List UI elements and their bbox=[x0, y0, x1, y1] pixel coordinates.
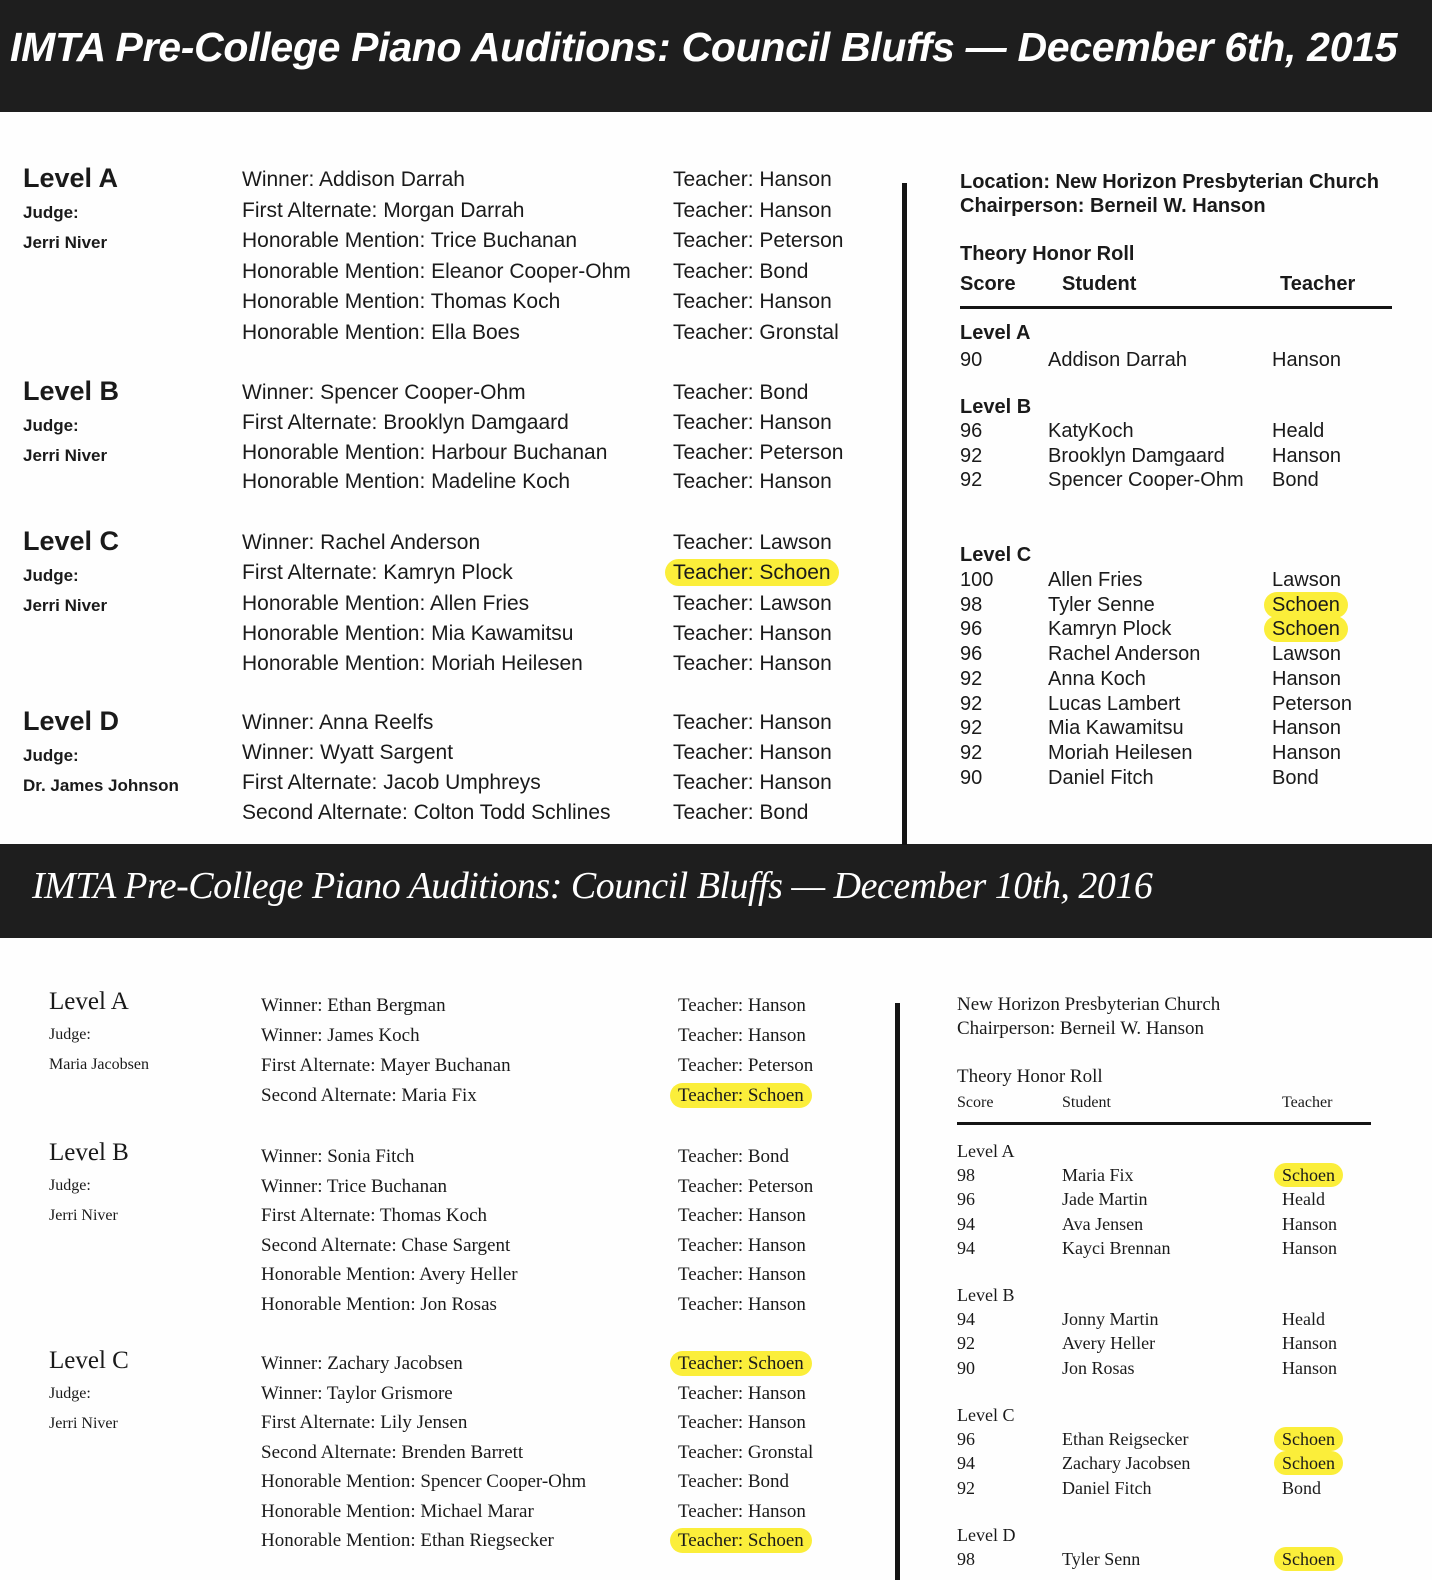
teacher-entry: Teacher: Hanson bbox=[673, 290, 832, 314]
theory-header-rule bbox=[957, 1122, 1371, 1125]
award-entry: Winner: Ethan Bergman bbox=[261, 995, 446, 1016]
level-heading: Level B bbox=[23, 376, 120, 406]
teacher-entry bbox=[673, 561, 839, 585]
award-entry: Winner: Anna Reelfs bbox=[242, 711, 434, 734]
teacher-entry: Teacher: Hanson bbox=[673, 410, 832, 434]
theory-student: Ava Jensen bbox=[1062, 1213, 1144, 1234]
theory-score: 94 bbox=[957, 1309, 975, 1329]
award-entry: Honorable Mention: Trice Buchanan bbox=[242, 229, 578, 253]
level-heading: Level B bbox=[49, 1139, 129, 1166]
highlight-mark: Schoen bbox=[1274, 1451, 1343, 1475]
award-entry: First Alternate: Mayer Buchanan bbox=[261, 1055, 511, 1076]
location-text: Location: New Horizon Presbyterian Church bbox=[960, 171, 1379, 193]
teacher-entry: Teacher: Hanson bbox=[673, 652, 832, 676]
theory-teacher: Peterson bbox=[1272, 692, 1353, 715]
page-title-2015: IMTA Pre-College Piano Auditions: Council Bluffs — December 6th, 2015 bbox=[10, 24, 1398, 70]
award-entry: Second Alternate: Colton Todd Schlines bbox=[242, 801, 611, 824]
teacher-entry bbox=[678, 1085, 812, 1107]
judge-label: Judge: bbox=[49, 1385, 91, 1402]
theory-teacher: Hanson bbox=[1272, 667, 1341, 690]
judge-label: Judge: bbox=[49, 1026, 91, 1043]
theory-teacher: Lawson bbox=[1272, 643, 1341, 666]
theory-level-heading: Level C bbox=[957, 1405, 1015, 1425]
theory-student: Addison Darrah bbox=[1048, 349, 1187, 371]
teacher-entry: Teacher: Hanson bbox=[678, 1382, 806, 1404]
level-heading: Level D bbox=[23, 706, 120, 736]
theory-student: Kamryn Plock bbox=[1048, 618, 1172, 641]
award-entry: First Alternate: Lily Jensen bbox=[261, 1412, 468, 1433]
award-entry: Honorable Mention: Ella Boes bbox=[242, 321, 520, 344]
theory-teacher bbox=[1282, 1429, 1343, 1450]
judge-name: Jerri Niver bbox=[23, 596, 108, 615]
page-title-2016: IMTA Pre-College Piano Auditions: Council Bluffs — December 10th, 2016 bbox=[32, 865, 1153, 907]
award-entry: Honorable Mention: Madeline Koch bbox=[242, 470, 571, 494]
theory-score: 92 bbox=[957, 1333, 975, 1354]
theory-title: Theory Honor Roll bbox=[960, 243, 1135, 265]
theory-student: Daniel Fitch bbox=[1048, 766, 1154, 789]
theory-score: 92 bbox=[957, 1477, 975, 1498]
theory-student: Rachel Anderson bbox=[1048, 643, 1201, 666]
column-header-student: Student bbox=[1062, 273, 1137, 295]
highlight-mark: Teacher: Schoen bbox=[670, 1351, 812, 1376]
theory-teacher bbox=[1272, 618, 1348, 641]
theory-score: 92 bbox=[960, 667, 983, 690]
award-entry: Honorable Mention: Thomas Koch bbox=[242, 290, 561, 314]
award-entry: Honorable Mention: Michael Marar bbox=[261, 1500, 534, 1522]
column-header-student: Student bbox=[1062, 1094, 1111, 1111]
theory-student: Daniel Fitch bbox=[1062, 1477, 1152, 1498]
theory-score: 90 bbox=[957, 1357, 975, 1378]
theory-score: 92 bbox=[960, 444, 983, 467]
theory-score: 90 bbox=[960, 766, 983, 789]
highlight-mark: Teacher: Schoen bbox=[665, 559, 839, 586]
theory-teacher: Hanson bbox=[1282, 1237, 1337, 1258]
teacher-entry: Teacher: Hanson bbox=[678, 1294, 806, 1315]
theory-teacher: Heald bbox=[1282, 1309, 1325, 1329]
theory-student: Ethan Reigsecker bbox=[1062, 1429, 1189, 1449]
theory-level-heading: Level D bbox=[957, 1525, 1016, 1545]
award-entry: Winner: Addison Darrah bbox=[242, 168, 465, 191]
theory-score: 96 bbox=[957, 1429, 975, 1449]
highlight-mark: Schoen bbox=[1274, 1427, 1343, 1451]
theory-score: 94 bbox=[957, 1453, 975, 1474]
theory-student: Avery Heller bbox=[1062, 1333, 1156, 1354]
teacher-entry: Teacher: Peterson bbox=[678, 1175, 814, 1197]
theory-score: 92 bbox=[960, 741, 983, 764]
header-banner-2016 bbox=[0, 844, 1432, 938]
highlight-mark: Teacher: Schoen bbox=[670, 1083, 812, 1108]
chairperson-text: Chairperson: Berneil W. Hanson bbox=[957, 1018, 1204, 1039]
theory-student: Kayci Brennan bbox=[1062, 1237, 1171, 1258]
award-entry: First Alternate: Morgan Darrah bbox=[242, 198, 525, 222]
teacher-entry: Teacher: Hanson bbox=[678, 1234, 806, 1256]
chairperson-text: Chairperson: Berneil W. Hanson bbox=[960, 195, 1266, 217]
award-entry: Honorable Mention: Spencer Cooper-Ohm bbox=[261, 1471, 587, 1492]
award-entry: Honorable Mention: Avery Heller bbox=[261, 1264, 518, 1286]
award-entry: Honorable Mention: Moriah Heilesen bbox=[242, 652, 583, 676]
award-entry: Winner: Trice Buchanan bbox=[261, 1175, 448, 1197]
theory-student: Spencer Cooper-Ohm bbox=[1048, 469, 1244, 492]
theory-score: 92 bbox=[960, 692, 983, 715]
theory-teacher: Hanson bbox=[1272, 717, 1341, 740]
teacher-entry: Teacher: Peterson bbox=[673, 229, 844, 253]
award-entry: Winner: Spencer Cooper-Ohm bbox=[242, 381, 526, 404]
judge-name: Jerri Niver bbox=[23, 446, 108, 465]
theory-score: 96 bbox=[960, 420, 983, 442]
theory-student: Jonny Martin bbox=[1062, 1309, 1159, 1329]
theory-teacher: Heald bbox=[1272, 420, 1325, 442]
column-header-teacher: Teacher bbox=[1282, 1094, 1333, 1111]
level-heading: Level C bbox=[49, 1347, 129, 1374]
highlight-mark: Teacher: Schoen bbox=[670, 1528, 812, 1553]
theory-teacher bbox=[1282, 1549, 1343, 1570]
theory-header-rule bbox=[960, 306, 1392, 309]
highlight-mark: Schoen bbox=[1274, 1163, 1343, 1187]
header-banner-2015 bbox=[0, 0, 1432, 112]
award-entry: First Alternate: Brooklyn Damgaard bbox=[242, 410, 569, 434]
judge-label: Judge: bbox=[23, 566, 79, 585]
theory-teacher: Hanson bbox=[1272, 444, 1341, 467]
teacher-entry: Teacher: Bond bbox=[673, 801, 809, 824]
column-header-score: Score bbox=[960, 273, 1016, 295]
award-entry: Honorable Mention: Mia Kawamitsu bbox=[242, 621, 574, 645]
highlight-mark: Schoen bbox=[1274, 1547, 1343, 1571]
award-entry: Winner: Zachary Jacobsen bbox=[261, 1353, 463, 1374]
teacher-entry: Teacher: Hanson bbox=[678, 1264, 806, 1286]
award-entry: Winner: Wyatt Sargent bbox=[242, 741, 454, 764]
theory-student: Lucas Lambert bbox=[1048, 692, 1181, 715]
theory-score: 94 bbox=[957, 1237, 975, 1258]
award-entry: Winner: Sonia Fitch bbox=[261, 1146, 415, 1167]
award-entry: Honorable Mention: Ethan Riegsecker bbox=[261, 1530, 554, 1551]
judge-name: Jerri Niver bbox=[49, 1207, 118, 1224]
theory-student: Tyler Senn bbox=[1062, 1549, 1141, 1569]
teacher-entry: Teacher: Hanson bbox=[678, 995, 806, 1016]
teacher-entry: Teacher: Peterson bbox=[673, 440, 844, 464]
highlight-mark: Schoen bbox=[1264, 592, 1348, 618]
theory-student: Mia Kawamitsu bbox=[1048, 717, 1184, 740]
theory-score: 98 bbox=[960, 593, 983, 616]
teacher-entry: Teacher: Hanson bbox=[678, 1025, 806, 1046]
theory-student: Brooklyn Damgaard bbox=[1048, 444, 1225, 467]
award-entry: Honorable Mention: Jon Rosas bbox=[261, 1294, 497, 1315]
theory-score: 96 bbox=[960, 643, 983, 666]
award-entry: Winner: James Koch bbox=[261, 1025, 420, 1046]
teacher-entry: Teacher: Hanson bbox=[673, 470, 832, 494]
theory-student: Allen Fries bbox=[1048, 569, 1143, 591]
teacher-entry: Teacher: Hanson bbox=[673, 168, 832, 191]
award-entry: First Alternate: Kamryn Plock bbox=[242, 561, 513, 585]
judge-name: Dr. James Johnson bbox=[23, 776, 179, 795]
theory-teacher bbox=[1282, 1453, 1343, 1474]
teacher-entry: Teacher: Lawson bbox=[673, 591, 832, 615]
highlight-mark: Schoen bbox=[1264, 616, 1348, 642]
judge-label: Judge: bbox=[23, 746, 79, 765]
theory-teacher: Hanson bbox=[1272, 741, 1341, 764]
teacher-entry: Teacher: Bond bbox=[673, 259, 809, 283]
theory-level-heading: Level B bbox=[960, 396, 1032, 418]
teacher-entry bbox=[678, 1353, 812, 1375]
judge-label: Judge: bbox=[49, 1177, 91, 1194]
theory-level-heading: Level A bbox=[957, 1141, 1015, 1161]
theory-student: Jon Rosas bbox=[1062, 1357, 1135, 1378]
teacher-entry: Teacher: Hanson bbox=[673, 711, 832, 734]
award-entry: Winner: Rachel Anderson bbox=[242, 531, 481, 554]
award-entry: First Alternate: Thomas Koch bbox=[261, 1205, 488, 1227]
theory-score: 94 bbox=[957, 1213, 975, 1234]
theory-score: 90 bbox=[960, 349, 983, 371]
theory-student: Moriah Heilesen bbox=[1048, 741, 1193, 764]
award-entry: Second Alternate: Brenden Barrett bbox=[261, 1441, 524, 1463]
award-entry: Second Alternate: Chase Sargent bbox=[261, 1234, 511, 1256]
column-divider-2016 bbox=[895, 1003, 900, 1580]
teacher-entry: Teacher: Hanson bbox=[673, 198, 832, 222]
theory-teacher: Bond bbox=[1282, 1477, 1322, 1498]
teacher-entry: Teacher: Peterson bbox=[678, 1055, 814, 1076]
level-heading: Level C bbox=[23, 526, 120, 556]
theory-teacher: Bond bbox=[1272, 766, 1319, 789]
award-entry: Honorable Mention: Eleanor Cooper-Ohm bbox=[242, 259, 631, 283]
teacher-entry: Teacher: Lawson bbox=[673, 531, 832, 554]
theory-score: 100 bbox=[960, 569, 994, 591]
theory-student: Jade Martin bbox=[1062, 1189, 1148, 1210]
teacher-entry: Teacher: Hanson bbox=[678, 1205, 806, 1227]
teacher-entry: Teacher: Hanson bbox=[678, 1500, 806, 1522]
theory-student: Anna Koch bbox=[1048, 667, 1146, 690]
teacher-entry: Teacher: Gronstal bbox=[678, 1441, 814, 1463]
theory-score: 92 bbox=[960, 717, 983, 740]
teacher-entry: Teacher: Gronstal bbox=[673, 321, 839, 344]
teacher-entry: Teacher: Hanson bbox=[678, 1412, 806, 1433]
judge-name: Maria Jacobsen bbox=[49, 1056, 149, 1073]
theory-score: 92 bbox=[960, 469, 983, 492]
theory-score: 98 bbox=[957, 1165, 975, 1185]
location-text: New Horizon Presbyterian Church bbox=[957, 994, 1221, 1015]
theory-score: 98 bbox=[957, 1549, 975, 1569]
theory-teacher: Hanson bbox=[1272, 349, 1341, 371]
column-header-score: Score bbox=[957, 1094, 994, 1111]
theory-teacher: Hanson bbox=[1282, 1333, 1337, 1354]
theory-teacher bbox=[1272, 594, 1348, 617]
level-heading: Level A bbox=[49, 988, 129, 1015]
teacher-entry: Teacher: Bond bbox=[678, 1471, 790, 1492]
judge-label: Judge: bbox=[23, 203, 79, 222]
theory-student: Maria Fix bbox=[1062, 1165, 1134, 1185]
teacher-entry: Teacher: Bond bbox=[673, 381, 809, 404]
teacher-entry: Teacher: Bond bbox=[678, 1146, 790, 1167]
award-entry: First Alternate: Jacob Umphreys bbox=[242, 771, 541, 794]
judge-name: Jerri Niver bbox=[49, 1415, 118, 1432]
theory-student: Tyler Senne bbox=[1048, 593, 1155, 616]
judge-label: Judge: bbox=[23, 416, 79, 435]
theory-teacher: Heald bbox=[1282, 1189, 1325, 1210]
award-entry: Honorable Mention: Allen Fries bbox=[242, 591, 530, 615]
theory-level-heading: Level A bbox=[960, 322, 1031, 344]
column-header-teacher: Teacher bbox=[1280, 273, 1356, 295]
theory-student: KatyKoch bbox=[1048, 420, 1134, 442]
level-heading: Level A bbox=[23, 163, 119, 193]
theory-student: Zachary Jacobsen bbox=[1062, 1453, 1191, 1474]
award-entry: Second Alternate: Maria Fix bbox=[261, 1085, 477, 1106]
theory-level-heading: Level C bbox=[960, 544, 1032, 566]
theory-teacher bbox=[1282, 1165, 1343, 1186]
teacher-entry: Teacher: Hanson bbox=[673, 741, 832, 764]
theory-level-heading: Level B bbox=[957, 1285, 1015, 1305]
theory-teacher: Hanson bbox=[1282, 1213, 1337, 1234]
teacher-entry: Teacher: Hanson bbox=[673, 621, 832, 645]
judge-name: Jerri Niver bbox=[23, 233, 108, 252]
theory-score: 96 bbox=[960, 618, 983, 641]
teacher-entry: Teacher: Hanson bbox=[673, 771, 832, 794]
theory-title: Theory Honor Roll bbox=[957, 1066, 1103, 1087]
theory-teacher: Hanson bbox=[1282, 1357, 1337, 1378]
teacher-entry bbox=[678, 1530, 812, 1552]
award-entry: Honorable Mention: Harbour Buchanan bbox=[242, 440, 608, 464]
column-divider-2015 bbox=[902, 183, 907, 845]
theory-teacher: Bond bbox=[1272, 469, 1319, 492]
theory-teacher: Lawson bbox=[1272, 569, 1341, 591]
theory-score: 96 bbox=[957, 1189, 975, 1210]
award-entry: Winner: Taylor Grismore bbox=[261, 1382, 453, 1404]
